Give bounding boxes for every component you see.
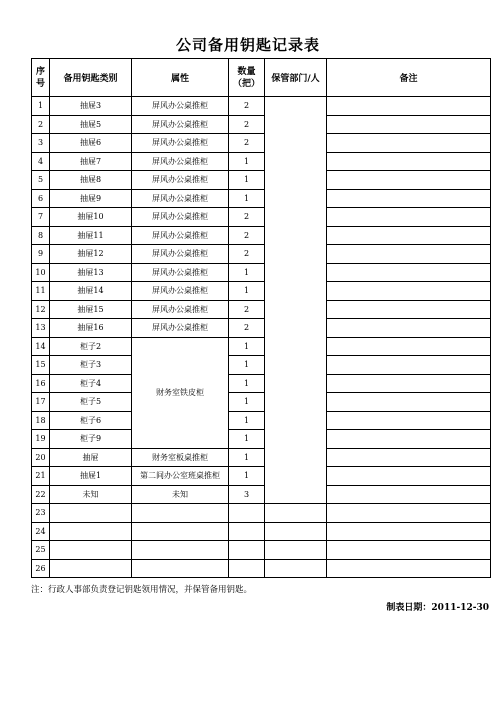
cell-quantity xyxy=(229,559,265,578)
table-row xyxy=(32,448,491,467)
cell-remarks xyxy=(327,245,491,264)
cell-key-type: 柜子2 xyxy=(50,337,132,356)
cell-seq: 6 xyxy=(32,189,50,208)
cell-quantity xyxy=(229,541,265,560)
cell-seq: 25 xyxy=(32,541,50,560)
cell-quantity: 3 xyxy=(229,485,265,504)
cell-remarks xyxy=(327,115,491,134)
cell-attribute: 屏风办公桌推柜 xyxy=(132,115,229,134)
cell-attribute: 屏风办公桌推柜 xyxy=(132,189,229,208)
cell-key-type: 抽屉16 xyxy=(50,319,132,338)
table-row xyxy=(32,467,491,486)
cell-remarks xyxy=(327,134,491,153)
header-department: 保管部门/人 xyxy=(265,59,327,97)
cell-quantity: 2 xyxy=(229,115,265,134)
table-row xyxy=(32,319,491,338)
cell-remarks xyxy=(327,208,491,227)
cell-attribute: 财务室板桌推柜 xyxy=(132,448,229,467)
cell-key-type: 柜子3 xyxy=(50,356,132,375)
cell-key-type xyxy=(50,522,132,541)
cell-remarks xyxy=(327,374,491,393)
cell-remarks xyxy=(327,319,491,338)
table-row xyxy=(32,189,491,208)
cell-key-type xyxy=(50,504,132,523)
cell-remarks xyxy=(327,337,491,356)
cell-department xyxy=(265,559,327,578)
cell-quantity: 2 xyxy=(229,245,265,264)
table-row xyxy=(32,152,491,171)
cell-seq: 18 xyxy=(32,411,50,430)
created-date: 制表日期：2011-12-30 xyxy=(386,603,489,613)
table-row xyxy=(32,300,491,319)
cell-remarks xyxy=(327,559,491,578)
cell-attribute: 屏风办公桌推柜 xyxy=(132,245,229,264)
cell-attribute: 屏风办公桌推柜 xyxy=(132,263,229,282)
cell-quantity: 1 xyxy=(229,171,265,190)
cell-remarks xyxy=(327,541,491,560)
header-remarks: 备注 xyxy=(327,59,491,97)
table-row xyxy=(32,356,491,375)
cell-attribute: 屏风办公桌推柜 xyxy=(132,134,229,153)
header-quantity: 数量（把） xyxy=(229,59,265,97)
cell-attribute xyxy=(132,559,229,578)
table-row xyxy=(32,504,491,523)
cell-attribute: 未知 xyxy=(132,485,229,504)
cell-seq: 13 xyxy=(32,319,50,338)
cell-seq: 15 xyxy=(32,356,50,375)
cell-attribute xyxy=(132,541,229,560)
cell-quantity: 1 xyxy=(229,411,265,430)
table-row xyxy=(32,393,491,412)
cell-key-type: 抽屉7 xyxy=(50,152,132,171)
cell-key-type: 抽屉5 xyxy=(50,115,132,134)
cell-seq: 24 xyxy=(32,522,50,541)
cell-remarks xyxy=(327,467,491,486)
cell-key-type: 抽屉13 xyxy=(50,263,132,282)
header-attribute: 属性 xyxy=(132,59,229,97)
cell-seq: 14 xyxy=(32,337,50,356)
cell-quantity: 1 xyxy=(229,282,265,301)
cell-attribute: 屏风办公桌推柜 xyxy=(132,282,229,301)
cell-seq: 3 xyxy=(32,134,50,153)
cell-seq: 20 xyxy=(32,448,50,467)
key-record-table xyxy=(31,58,491,578)
table-row xyxy=(32,226,491,245)
cell-remarks xyxy=(327,300,491,319)
cell-remarks xyxy=(327,430,491,449)
table-row xyxy=(32,522,491,541)
cell-seq: 11 xyxy=(32,282,50,301)
cell-key-type: 未知 xyxy=(50,485,132,504)
cell-attribute: 屏风办公桌推柜 xyxy=(132,97,229,116)
cell-key-type: 柜子5 xyxy=(50,393,132,412)
cell-seq: 17 xyxy=(32,393,50,412)
cell-quantity xyxy=(229,522,265,541)
table-row xyxy=(32,263,491,282)
cell-quantity: 2 xyxy=(229,134,265,153)
cell-quantity: 1 xyxy=(229,337,265,356)
cell-remarks xyxy=(327,504,491,523)
table-row xyxy=(32,430,491,449)
cell-key-type: 抽屉11 xyxy=(50,226,132,245)
cell-remarks xyxy=(327,152,491,171)
cell-seq: 22 xyxy=(32,485,50,504)
cell-department-merged xyxy=(265,97,327,504)
page-title: 公司备用钥匙记录表 xyxy=(175,36,320,54)
cell-department xyxy=(265,504,327,523)
table-row xyxy=(32,337,491,356)
cell-seq: 7 xyxy=(32,208,50,227)
cell-key-type: 抽屉12 xyxy=(50,245,132,264)
cell-key-type: 抽屉 xyxy=(50,448,132,467)
cell-quantity: 2 xyxy=(229,226,265,245)
cell-remarks xyxy=(327,97,491,116)
cell-quantity xyxy=(229,504,265,523)
cell-quantity: 1 xyxy=(229,152,265,171)
cell-remarks xyxy=(327,171,491,190)
cell-department xyxy=(265,541,327,560)
cell-key-type: 柜子6 xyxy=(50,411,132,430)
table-row xyxy=(32,208,491,227)
cell-quantity: 1 xyxy=(229,374,265,393)
table-row xyxy=(32,115,491,134)
cell-seq: 9 xyxy=(32,245,50,264)
cell-attribute: 屏风办公桌推柜 xyxy=(132,152,229,171)
cell-key-type: 抽屉15 xyxy=(50,300,132,319)
cell-key-type xyxy=(50,559,132,578)
cell-key-type: 抽屉6 xyxy=(50,134,132,153)
cell-key-type: 抽屉8 xyxy=(50,171,132,190)
cell-seq: 2 xyxy=(32,115,50,134)
cell-quantity: 1 xyxy=(229,430,265,449)
cell-quantity: 2 xyxy=(229,319,265,338)
cell-quantity: 1 xyxy=(229,448,265,467)
cell-attribute: 屏风办公桌推柜 xyxy=(132,226,229,245)
table-row xyxy=(32,134,491,153)
cell-attribute: 屏风办公桌推柜 xyxy=(132,319,229,338)
table-row xyxy=(32,559,491,578)
footnote: 注：行政人事部负责登记钥匙领用情况，并保管备用钥匙。 xyxy=(31,585,253,595)
header-key-type: 备用钥匙类别 xyxy=(50,59,132,97)
cell-quantity: 1 xyxy=(229,263,265,282)
cell-department xyxy=(265,522,327,541)
cell-remarks xyxy=(327,189,491,208)
cell-quantity: 1 xyxy=(229,467,265,486)
header-seq: 序号 xyxy=(32,59,50,97)
cell-remarks xyxy=(327,393,491,412)
cell-seq: 21 xyxy=(32,467,50,486)
table-row xyxy=(32,374,491,393)
cell-remarks xyxy=(327,226,491,245)
cell-remarks xyxy=(327,522,491,541)
cell-remarks xyxy=(327,448,491,467)
table-row xyxy=(32,541,491,560)
cell-key-type: 柜子4 xyxy=(50,374,132,393)
cell-remarks xyxy=(327,356,491,375)
cell-remarks xyxy=(327,282,491,301)
cell-attribute xyxy=(132,504,229,523)
table-row xyxy=(32,171,491,190)
table-row xyxy=(32,97,491,116)
table-row xyxy=(32,485,491,504)
cell-key-type: 抽屉3 xyxy=(50,97,132,116)
cell-seq: 26 xyxy=(32,559,50,578)
cell-attribute-merged: 财务室铁皮柜 xyxy=(132,337,229,448)
cell-remarks xyxy=(327,485,491,504)
cell-seq: 23 xyxy=(32,504,50,523)
cell-seq: 19 xyxy=(32,430,50,449)
cell-quantity: 2 xyxy=(229,208,265,227)
cell-quantity: 2 xyxy=(229,97,265,116)
cell-key-type: 抽屉9 xyxy=(50,189,132,208)
cell-key-type xyxy=(50,541,132,560)
cell-remarks xyxy=(327,263,491,282)
cell-attribute: 屏风办公桌推柜 xyxy=(132,208,229,227)
cell-attribute: 第二间办公室班桌推柜 xyxy=(132,467,229,486)
table-row xyxy=(32,411,491,430)
cell-quantity: 1 xyxy=(229,393,265,412)
cell-attribute xyxy=(132,522,229,541)
cell-quantity: 2 xyxy=(229,300,265,319)
cell-attribute: 屏风办公桌推柜 xyxy=(132,300,229,319)
cell-seq: 16 xyxy=(32,374,50,393)
cell-seq: 10 xyxy=(32,263,50,282)
cell-attribute: 屏风办公桌推柜 xyxy=(132,171,229,190)
cell-quantity: 1 xyxy=(229,356,265,375)
cell-key-type: 抽屉1 xyxy=(50,467,132,486)
cell-seq: 4 xyxy=(32,152,50,171)
cell-quantity: 1 xyxy=(229,189,265,208)
cell-key-type: 柜子9 xyxy=(50,430,132,449)
cell-seq: 1 xyxy=(32,97,50,116)
cell-seq: 12 xyxy=(32,300,50,319)
header-row xyxy=(32,59,491,97)
cell-key-type: 抽屉10 xyxy=(50,208,132,227)
cell-remarks xyxy=(327,411,491,430)
table-row xyxy=(32,282,491,301)
cell-key-type: 抽屉14 xyxy=(50,282,132,301)
cell-seq: 5 xyxy=(32,171,50,190)
cell-seq: 8 xyxy=(32,226,50,245)
table-row xyxy=(32,245,491,264)
